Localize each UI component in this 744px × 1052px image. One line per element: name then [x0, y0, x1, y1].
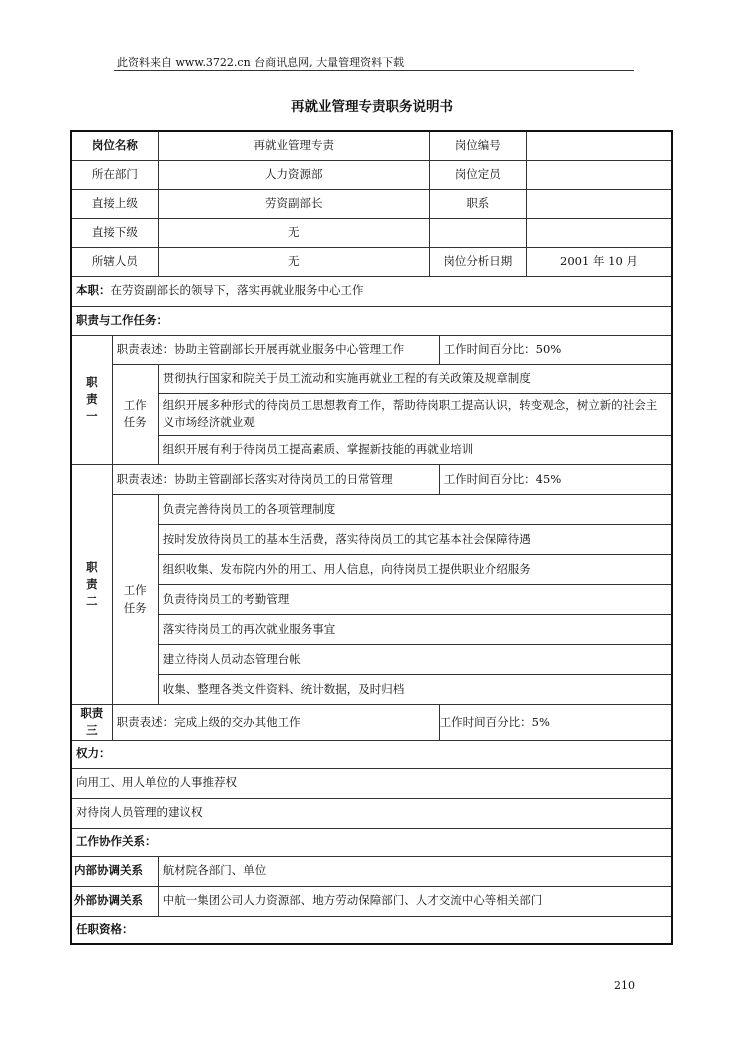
authority-item-2: 对待岗人员管理的建议权 — [71, 798, 672, 828]
duty-2-task-7: 收集、整理各类文件资料、统计数据，及时归档 — [158, 675, 672, 705]
post-code-value — [526, 131, 672, 160]
duty-1-label-char: 责 — [86, 392, 98, 407]
staff-value: 无 — [158, 247, 429, 276]
external-coop-value: 中航一集团公司人力资源部、地方劳动保障部门、人才交流中心等相关部门 — [158, 886, 672, 916]
internal-coop-value: 航材院各部门、单位 — [158, 856, 672, 886]
duty-1-task-label — [112, 364, 158, 465]
duty-2-task-4: 负责待岗员工的考勤管理 — [158, 585, 672, 615]
duty-summary-text: 在劳资副部长的领导下，落实再就业服务中心工作 — [110, 283, 364, 298]
duty-summary — [71, 276, 672, 306]
duty-1-statement: 职责表述：协助主管副部长开展再就业服务中心管理工作 — [112, 335, 439, 364]
header-source-note: 此资料来自 www.3722.cn 台商讯息网, 大量管理资料下载 — [117, 56, 405, 69]
duty-summary-label: 本职： — [76, 283, 111, 298]
duty-2-time-pct: 工作时间百分比：45% — [439, 465, 672, 495]
duties-heading: 职责与工作任务： — [71, 306, 672, 335]
duty-2-label-char: 二 — [86, 594, 98, 609]
task-label-line2: 任务 — [123, 600, 147, 615]
post-name-label: 岗位名称 — [71, 131, 158, 160]
series-value — [526, 189, 672, 218]
duty-3-statement: 职责表述：完成上级的交办其他工作 — [112, 705, 439, 741]
internal-coop-label: 内部协调关系 — [71, 856, 158, 886]
task-label-line1: 工作 — [123, 398, 147, 412]
page-number: 210 — [614, 979, 635, 992]
subordinate-label: 直接下级 — [71, 218, 158, 247]
series-label: 职系 — [429, 189, 526, 218]
analysis-date-value: 2001 年 10 月 — [526, 247, 672, 276]
task-label-line1: 工作 — [123, 583, 147, 598]
header-divider — [114, 70, 634, 71]
duty-3-label — [71, 705, 112, 741]
duty-2-task-5: 落实待岗员工的再次就业服务事宜 — [158, 615, 672, 645]
quota-value — [526, 160, 672, 189]
job-description-table — [70, 130, 673, 945]
duty-1-task-2: 组织开展多种形式的待岗员工思想教育工作，帮助待岗职工提高认识，转变观念，树立新的社会主义市场经济就业观 — [158, 393, 672, 436]
duty-3-label-line2: 三 — [86, 723, 98, 738]
duty-3-time-pct: 工作时间百分比：5% — [439, 705, 672, 741]
analysis-date-label: 岗位分析日期 — [429, 247, 526, 276]
dept-label: 所在部门 — [71, 160, 158, 189]
duty-1-label — [71, 335, 112, 465]
duty-1-label-char: 职 — [86, 374, 98, 389]
task-label-line2: 任务 — [123, 415, 147, 430]
duty-1-time-pct: 工作时间百分比：50% — [439, 335, 672, 364]
superior-label: 直接上级 — [71, 189, 158, 218]
duty-2-label-char: 职 — [86, 559, 98, 574]
cooperation-heading: 工作协作关系： — [71, 828, 672, 856]
external-coop-label: 外部协调关系 — [71, 886, 158, 916]
duty-2-task-label — [112, 495, 158, 705]
duty-2-task-3: 组织收集、发布院内外的用工、用人信息，向待岗员工提供职业介绍服务 — [158, 555, 672, 585]
duty-2-task-1: 负责完善待岗员工的各项管理制度 — [158, 495, 672, 525]
duty-1-label-char: 一 — [86, 409, 98, 424]
empty-cell — [526, 218, 672, 247]
empty-cell — [429, 218, 526, 247]
superior-value: 劳资副部长 — [158, 189, 429, 218]
duty-2-statement: 职责表述：协助主管副部长落实对待岗员工的日常管理 — [112, 465, 439, 495]
qualification-heading: 任职资格： — [71, 916, 672, 944]
post-code-label: 岗位编号 — [429, 131, 526, 160]
duty-1-task-1: 贯彻执行国家和院关于员工流动和实施再就业工程的有关政策及规章制度 — [158, 364, 672, 393]
duty-3-label-line1: 职责 — [80, 706, 104, 720]
quota-label: 岗位定员 — [429, 160, 526, 189]
duty-2-task-6: 建立待岗人员动态管理台帐 — [158, 645, 672, 675]
post-name-value: 再就业管理专责 — [158, 131, 429, 160]
duty-1-task-3: 组织开展有利于待岗员工提高素质、掌握新技能的再就业培训 — [158, 436, 672, 465]
duty-2-task-2: 按时发放待岗员工的基本生活费，落实待岗员工的其它基本社会保障待遇 — [158, 525, 672, 555]
duty-2-label-char: 责 — [86, 576, 98, 591]
duty-2-label — [71, 465, 112, 705]
authority-item-1: 向用工、用人单位的人事推荐权 — [71, 768, 672, 798]
dept-value: 人力资源部 — [158, 160, 429, 189]
authority-heading: 权力： — [71, 740, 672, 768]
subordinate-value: 无 — [158, 218, 429, 247]
staff-label: 所辖人员 — [71, 247, 158, 276]
document-title: 再就业管理专责职务说明书 — [291, 99, 453, 115]
